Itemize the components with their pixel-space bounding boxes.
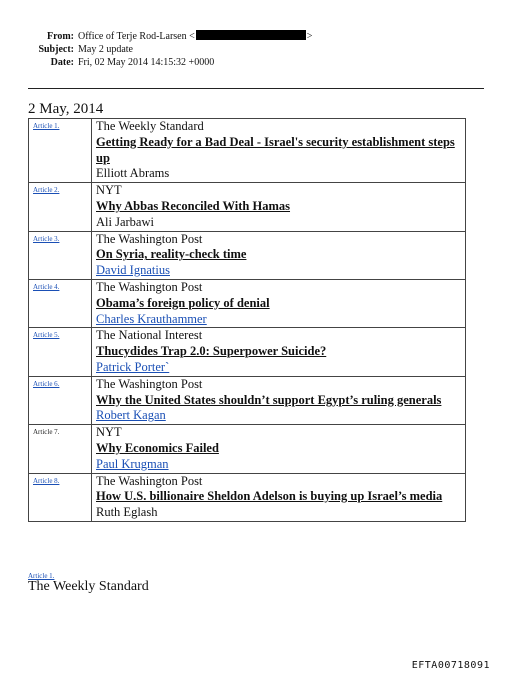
footer-article-link[interactable]: Article 1.: [28, 572, 55, 580]
from-label: From:: [46, 31, 74, 42]
subject-row: [0, 43, 512, 56]
article-author[interactable]: Paul Krugman: [96, 456, 169, 471]
from-value: Office of Terje Rod-Larsen < >: [78, 31, 313, 42]
article-number-link: Article 7.: [33, 428, 60, 437]
article-publication: The Weekly Standard: [96, 119, 204, 133]
header-divider: [28, 88, 484, 89]
article-info-cell: [92, 376, 466, 424]
article-publication: NYT: [96, 183, 122, 198]
table-row: [29, 119, 466, 183]
article-author: Ali Jarbawi: [96, 214, 154, 229]
redaction-bar: [196, 30, 306, 40]
subject-label: Subject:: [38, 44, 74, 55]
article-info-cell: [92, 119, 466, 183]
article-number-link[interactable]: Article 3.: [33, 234, 60, 243]
article-info-cell: [92, 328, 466, 376]
article-author[interactable]: Charles Krauthammer: [96, 311, 207, 326]
table-row: [29, 183, 466, 231]
article-number-cell: [29, 328, 92, 376]
article-title: On Syria, reality-check time: [96, 247, 247, 262]
document-stamp: EFTA00718091: [411, 660, 490, 671]
table-row: [29, 425, 466, 473]
article-number-cell: [29, 119, 92, 183]
date-row: [0, 56, 512, 69]
article-number-link[interactable]: Article 8.: [33, 476, 60, 485]
subject-value: May 2 update: [78, 44, 133, 55]
table-row: [29, 473, 466, 521]
article-title: Getting Ready for a Bad Deal - Israel's security establishment steps up: [96, 134, 455, 165]
article-title: Thucydides Trap 2.0: Superpower Suicide?: [96, 344, 327, 359]
article-number-link[interactable]: Article 2.: [33, 186, 60, 195]
date-heading: 2 May, 2014: [28, 101, 104, 117]
article-publication: The National Interest: [96, 328, 203, 343]
article-number-link[interactable]: Article 1.: [33, 122, 60, 130]
article-publication: The Washington Post: [96, 473, 203, 488]
article-info-cell: [92, 231, 466, 279]
article-number-link[interactable]: Article 6.: [33, 379, 60, 388]
article-author: Ruth Eglash: [96, 505, 158, 520]
article-info-cell: [92, 183, 466, 231]
date-value: Fri, 02 May 2014 14:15:32 +0000: [78, 57, 215, 68]
article-title: How U.S. billionaire Sheldon Adelson is buying up Israel’s media: [96, 489, 443, 504]
article-info-cell: [92, 425, 466, 473]
article-number-cell: [29, 473, 92, 521]
footer-publication: The Weekly Standard: [28, 579, 149, 594]
email-header: [0, 30, 512, 69]
article-info-cell: [92, 279, 466, 327]
table-row: [29, 279, 466, 327]
article-info-cell: [92, 473, 466, 521]
article-publication: The Washington Post: [96, 376, 203, 391]
article-number-cell: [29, 425, 92, 473]
article-author: Elliott Abrams: [96, 166, 170, 181]
article-publication: The Washington Post: [96, 279, 203, 294]
article-number-link[interactable]: Article 4.: [33, 282, 60, 291]
table-row: [29, 328, 466, 376]
article-author[interactable]: Robert Kagan: [96, 408, 166, 423]
article-publication: The Washington Post: [96, 231, 203, 246]
article-title: Why Economics Failed: [96, 440, 219, 455]
article-author[interactable]: David Ignatius: [96, 263, 170, 278]
article-number-link[interactable]: Article 5.: [33, 331, 60, 340]
table-row: [29, 231, 466, 279]
article-title: Why the United States shouldn’t support Egypt’s ruling generals: [96, 392, 442, 407]
article-author[interactable]: Patrick Porter`: [96, 359, 170, 374]
from-row: [0, 30, 512, 43]
article-number-cell: [29, 279, 92, 327]
articles-table: [28, 118, 466, 522]
article-number-cell: [29, 231, 92, 279]
article-title: Why Abbas Reconciled With Hamas: [96, 198, 291, 213]
date-label: Date:: [50, 57, 74, 68]
article-number-cell: [29, 183, 92, 231]
article-title: Obama’s foreign policy of denial: [96, 295, 270, 310]
article-publication: NYT: [96, 425, 122, 440]
article-number-cell: [29, 376, 92, 424]
table-row: [29, 376, 466, 424]
